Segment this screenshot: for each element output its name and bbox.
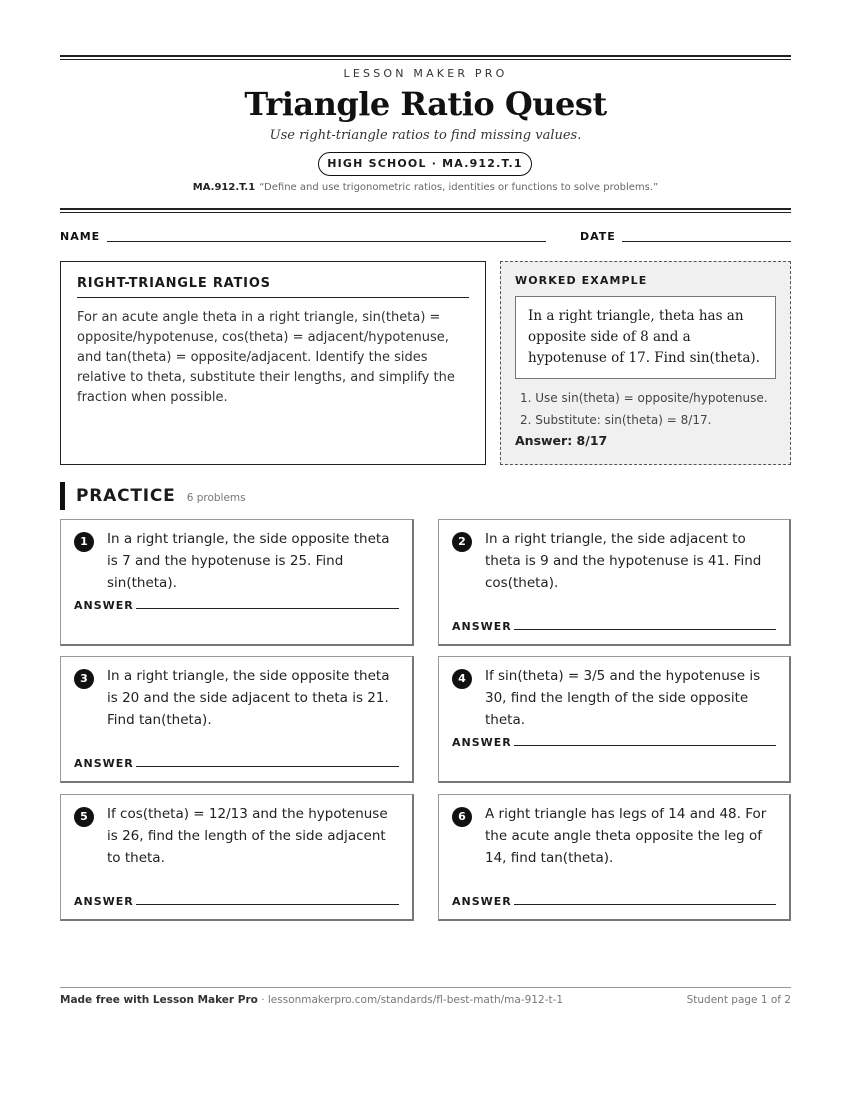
page-subtitle: Use right-triangle ratios to find missing values. xyxy=(269,128,582,143)
answer-field-5[interactable] xyxy=(136,904,399,905)
ratios-body: For an acute angle theta in a right triangle, sin(theta) = opposite/hypotenuse, cos(theta) = adjacent/hypotenuse, and tan(theta) = opposite/adjacent. Identify the sides relative to theta, substitute their lengths, and simplify the fraction when possible. xyxy=(77,310,455,405)
name-field[interactable] xyxy=(107,241,546,242)
grade-level-badge: HIGH SCHOOL · MA.912.T.1 xyxy=(318,152,532,176)
answer-label: ANSWER xyxy=(452,736,512,749)
worked-example-box xyxy=(500,261,791,465)
footer-page-number: Student page 1 of 2 xyxy=(686,994,791,1006)
answer-field-1[interactable] xyxy=(136,608,399,609)
problem-number-badge: 1 xyxy=(74,532,94,552)
brand-label: LESSON MAKER PRO xyxy=(343,67,508,80)
practice-heading xyxy=(60,482,246,510)
answer-label: ANSWER xyxy=(74,599,134,612)
problem-text: In a right triangle, the side opposite theta is 20 and the side adjacent to theta is 21. Find tan(theta). xyxy=(107,668,390,728)
worksheet-page xyxy=(60,0,791,1100)
problem-card-6 xyxy=(438,794,791,921)
problem-number-badge: 5 xyxy=(74,807,94,827)
standard-description xyxy=(60,182,791,193)
page-title: Triangle Ratio Quest xyxy=(244,85,607,123)
answer-field-2[interactable] xyxy=(514,629,776,630)
answer-field-3[interactable] xyxy=(136,766,399,767)
footer-rule xyxy=(60,987,791,988)
problem-card-3 xyxy=(60,656,414,783)
ratios-box xyxy=(60,261,486,465)
answer-label: ANSWER xyxy=(74,895,134,908)
answer-field-4[interactable] xyxy=(514,745,776,746)
answer-label: ANSWER xyxy=(74,757,134,770)
worked-example-heading: WORKED EXAMPLE xyxy=(515,274,648,287)
problem-number-badge: 4 xyxy=(452,669,472,689)
problem-card-4 xyxy=(438,656,791,783)
problem-card-2 xyxy=(438,519,791,646)
header-bottom-rule xyxy=(60,208,791,213)
standard-code: MA.912.T.1 xyxy=(192,182,256,193)
problem-text: In a right triangle, the side adjacent to theta is 9 and the hypotenuse is 41. Find cos(theta). xyxy=(485,531,762,591)
name-label: NAME xyxy=(60,230,101,243)
practice-count: 6 problems xyxy=(186,492,246,504)
footer-credit xyxy=(60,994,563,1006)
worked-example-answer: Answer: 8/17 xyxy=(515,433,608,448)
problem-text: A right triangle has legs of 14 and 48. For the acute angle theta opposite the leg of 14, find tan(theta). xyxy=(485,806,767,866)
standard-text: “Define and use trigonometric ratios, identities or functions to solve problems.” xyxy=(259,182,659,193)
problem-text: In a right triangle, the side opposite theta is 7 and the hypotenuse is 25. Find sin(theta). xyxy=(107,531,390,591)
ratios-heading: RIGHT-TRIANGLE RATIOS xyxy=(77,276,469,298)
answer-label: ANSWER xyxy=(452,895,512,908)
footer-url[interactable]: · lessonmakerpro.com/standards/fl-best-math/ma-912-t-1 xyxy=(257,994,564,1006)
problem-text: If sin(theta) = 3/5 and the hypotenuse is 30, find the length of the side opposite theta. xyxy=(485,668,761,728)
practice-title: PRACTICE xyxy=(76,486,176,506)
footer-made-with: Made free with Lesson Maker Pro xyxy=(60,994,258,1006)
answer-label: ANSWER xyxy=(452,620,512,633)
worked-example-steps xyxy=(515,387,776,431)
answer-field-6[interactable] xyxy=(514,904,776,905)
date-field[interactable] xyxy=(622,241,791,242)
worked-example-step: 1. Use sin(theta) = opposite/hypotenuse. xyxy=(520,391,768,405)
header-top-rule xyxy=(60,55,791,60)
problem-card-5 xyxy=(60,794,414,921)
worked-example-problem: In a right triangle, theta has an opposite side of 8 and a hypotenuse of 17. Find sin(theta). xyxy=(515,296,776,379)
date-label: DATE xyxy=(580,230,616,243)
problem-number-badge: 3 xyxy=(74,669,94,689)
problem-text: If cos(theta) = 12/13 and the hypotenuse is 26, find the length of the side adjacent to theta. xyxy=(107,806,388,866)
problem-number-badge: 2 xyxy=(452,532,472,552)
problem-number-badge: 6 xyxy=(452,807,472,827)
problem-card-1 xyxy=(60,519,414,646)
worked-example-step: 2. Substitute: sin(theta) = 8/17. xyxy=(520,413,712,427)
